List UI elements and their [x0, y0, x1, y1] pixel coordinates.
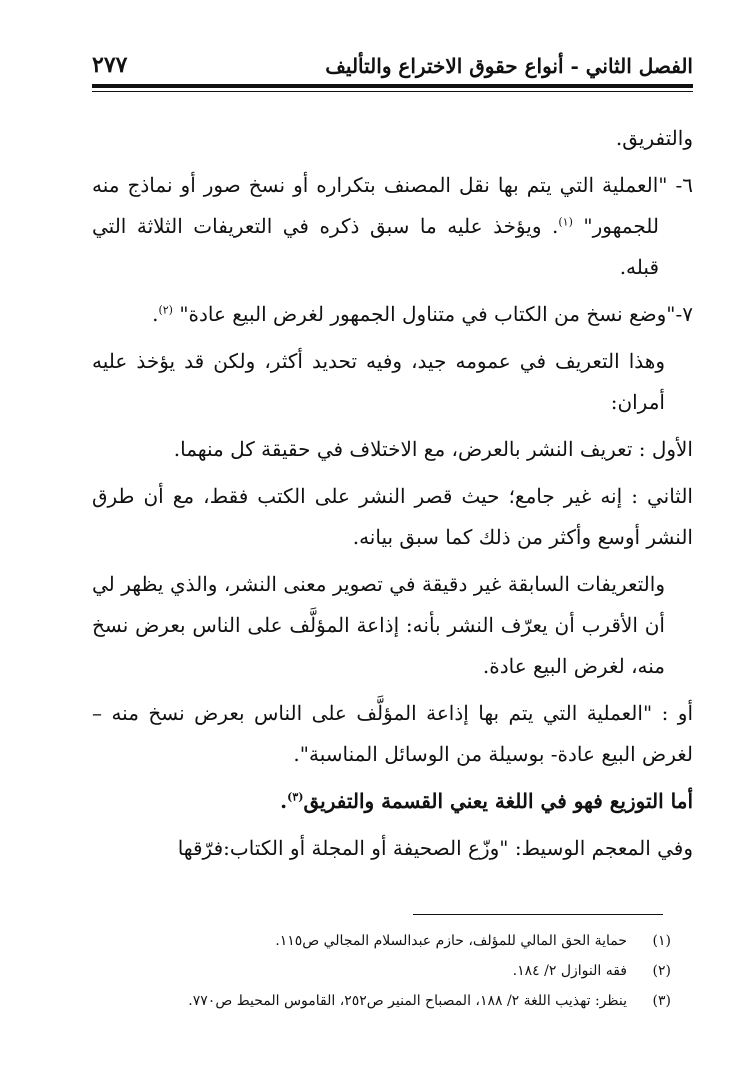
paragraph-assessment: وهذا التعريف في عمومه جيد، وفيه تحديد أكثر، ولكن قد يؤخذ عليه أمران: [92, 349, 665, 414]
header-rule-thick [92, 84, 693, 88]
footnote-number: (٢) [652, 963, 671, 979]
paragraph-preferred-definition: والتعريفات السابقة غير دقيقة في تصوير معنى النشر، والذي يظهر لي أن الأقرب أن يعرّف النشر بأنه: إذاعة المؤلَّف على الناس بعرض نسخ منه، لغرض البيع عادة. [92, 572, 665, 678]
definition-6 [92, 165, 693, 288]
definition-7-tail: . [152, 302, 159, 326]
footnote-text: ينظر: تهذيب اللغة ٢/ ١٨٨، المصباح المنير ص٢٥٢، القاموس المحيط ص٧٧٠. [188, 993, 627, 1009]
definition-6-tail: . ويؤخذ عليه ما سبق ذكره في التعريفات الثلاثة التي قبله. [92, 214, 659, 279]
footnote-ref-2[interactable]: (٢) [158, 303, 173, 317]
paragraph-first-point: الأول : تعريف النشر بالعرض، مع الاختلاف في حقيقة كل منهما. [173, 437, 693, 461]
footnote-text: فقه النوازل ٢/ ١٨٤. [512, 963, 627, 979]
page-header [92, 44, 693, 78]
body-text [92, 118, 693, 875]
paragraph-distribution [92, 781, 693, 822]
header-rule-thin [92, 91, 693, 92]
paragraph-continuation: والتفريق. [615, 126, 693, 150]
definition-7-text: ٧-"وضع نسخ من الكتاب في متناول الجمهور لغرض البيع عادة" [179, 302, 693, 326]
footnote-text: حماية الحق المالي للمؤلف، حازم عبدالسلام المجالي ص١١٥. [275, 933, 627, 949]
footnote-ref-3[interactable]: (٣) [287, 790, 304, 804]
paragraph-dictionary: وفي المعجم الوسيط: "وزّع الصحيفة أو المجلة أو الكتاب:فرّقها [177, 836, 693, 860]
definition-6-text: ٦- "العملية التي يتم بها نقل المصنف بتكراره أو نسخ صور أو نماذج منه للجمهور" [92, 173, 693, 238]
footnote-number: (١) [652, 933, 671, 949]
page-number: ٢٧٧ [92, 52, 128, 78]
footnote-number: (٣) [652, 993, 671, 1009]
distribution-text: أما التوزيع فهو في اللغة يعني القسمة والتفريق [303, 789, 693, 813]
running-title: الفصل الثاني - أنواع حقوق الاختراع والتأليف [325, 54, 693, 78]
footnote-item [92, 986, 671, 1016]
footnotes [92, 926, 671, 1016]
paragraph-second-point: الثاني : إنه غير جامع؛ حيث قصر النشر على الكتب فقط، مع أن طرق النشر أوسع وأكثر من ذلك كما سبق بيانه. [92, 484, 693, 549]
definition-7 [92, 294, 693, 335]
footnote-item [92, 926, 671, 956]
footnote-item [92, 956, 671, 986]
footnote-ref-1[interactable]: (١) [558, 215, 573, 229]
paragraph-alternative-definition: أو : "العملية التي يتم بها إذاعة المؤلَّف على الناس بعرض نسخ منه – لغرض البيع عادة- بوسيلة من الوسائل المناسبة". [92, 701, 693, 766]
footnote-separator [413, 914, 663, 915]
distribution-tail: . [280, 789, 288, 813]
